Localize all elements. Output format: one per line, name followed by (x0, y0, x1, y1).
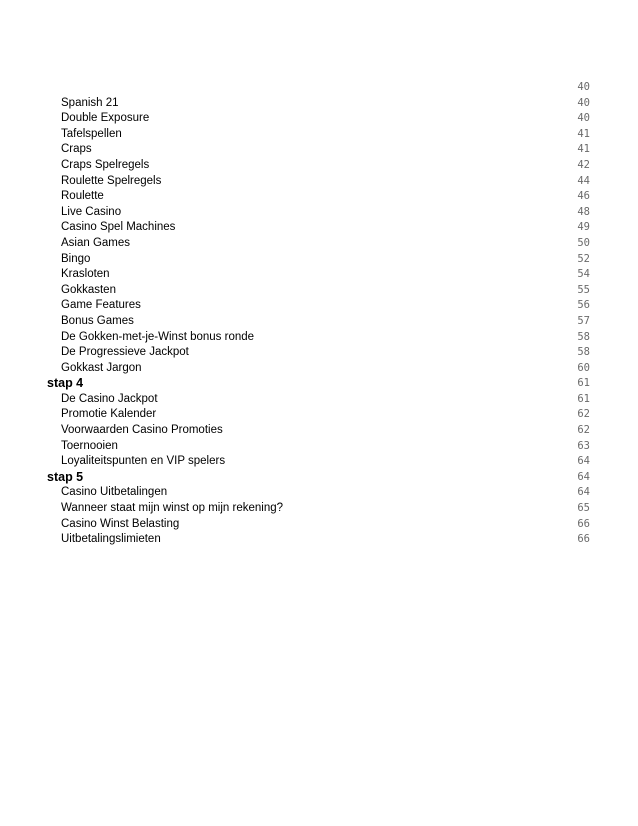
toc-entry[interactable] (0, 454, 638, 470)
toc-entry-title: Roulette Spelregels (61, 174, 162, 187)
toc-entry-title: stap 4 (47, 376, 84, 391)
toc-entry[interactable] (0, 361, 638, 377)
toc-entry-page-number: 55 (577, 283, 590, 296)
toc-entry-title: Voorwaarden Casino Promoties (61, 424, 223, 437)
toc-entry-page-number: 64 (577, 455, 590, 468)
toc-entry[interactable] (0, 127, 638, 143)
toc-entry-page-number: 40 (577, 96, 590, 109)
toc-entry-title: Asian Games (61, 236, 131, 249)
toc-entry-title: Craps (61, 143, 92, 156)
toc-entry-title: Spanish 21 (61, 96, 119, 109)
toc-entry[interactable] (0, 501, 638, 517)
toc-entry-title: De Gokken-met-je-Winst bonus ronde (61, 330, 255, 343)
toc-entry-page-number: 41 (577, 143, 590, 156)
toc-entry-title: Casino Winst Belasting (61, 517, 180, 530)
toc-entry-title: Casino Uitbetalingen (61, 486, 168, 499)
toc-entry-page-number: 62 (577, 408, 590, 421)
toc-entry[interactable] (0, 345, 638, 361)
toc-entry[interactable] (0, 298, 638, 314)
toc-entry[interactable] (0, 189, 638, 205)
toc-entry-page-number: 54 (577, 268, 590, 281)
toc-entry[interactable] (0, 96, 638, 112)
toc-entry-page-number: 61 (577, 392, 590, 405)
toc-entry[interactable] (0, 330, 638, 346)
toc-entry[interactable] (0, 158, 638, 174)
toc-entry[interactable] (0, 80, 638, 96)
toc-entry-page-number: 44 (577, 174, 590, 187)
toc-entry[interactable] (0, 142, 638, 158)
toc-entry-title: Uitbetalingslimieten (61, 533, 161, 546)
toc-entry-title: Double Exposure (61, 112, 150, 125)
toc-entry-title: Gokkasten (61, 283, 116, 296)
toc-entry-title: Roulette (61, 190, 104, 203)
toc-entry-title: De Casino Jackpot (61, 392, 158, 405)
table-of-contents (0, 80, 638, 548)
toc-entry-page-number: 40 (577, 81, 590, 93)
toc-entry[interactable] (0, 283, 638, 299)
toc-entry-title: Loyaliteitspunten en VIP spelers (61, 455, 226, 468)
toc-entry[interactable] (0, 439, 638, 455)
toc-entry-title: Promotie Kalender (61, 408, 157, 421)
toc-entry-page-number: 58 (577, 330, 590, 343)
toc-entry-title: Bonus Games (61, 314, 134, 327)
toc-entry[interactable] (0, 267, 638, 283)
toc-entry[interactable] (0, 407, 638, 423)
toc-entry-page-number: 48 (577, 205, 590, 218)
toc-entry-page-number: 63 (577, 439, 590, 452)
toc-entry[interactable] (0, 485, 638, 501)
toc-entry-page-number: 46 (577, 190, 590, 203)
toc-entry-page-number: 56 (577, 299, 590, 312)
toc-entry-page-number: 64 (577, 470, 590, 483)
toc-entry-title: De Progressieve Jackpot (61, 346, 189, 359)
toc-entry-page-number: 58 (577, 346, 590, 359)
toc-entry-page-number: 52 (577, 252, 590, 265)
toc-entry[interactable] (0, 517, 638, 533)
toc-entry-page-number: 49 (577, 221, 590, 234)
toc-entry-page-number: 60 (577, 361, 590, 374)
toc-entry-title: Casino Spel Machines (61, 221, 176, 234)
toc-entry-page-number: 40 (577, 112, 590, 125)
toc-entry[interactable] (0, 111, 638, 127)
toc-entry[interactable] (0, 314, 638, 330)
toc-entry-page-number: 64 (577, 486, 590, 499)
toc-entry-page-number: 42 (577, 158, 590, 171)
toc-entry[interactable] (0, 423, 638, 439)
toc-entry-title: Craps Spelregels (61, 158, 150, 171)
toc-entry[interactable] (0, 392, 638, 408)
toc-entry-title: Toernooien (61, 439, 118, 452)
toc-entry-title: Bingo (61, 252, 91, 265)
toc-entry[interactable] (0, 236, 638, 252)
toc-entry-page-number: 62 (577, 424, 590, 437)
toc-entry[interactable] (0, 220, 638, 236)
toc-entry[interactable] (0, 252, 638, 268)
toc-entry[interactable] (0, 205, 638, 221)
toc-section-heading[interactable] (0, 470, 638, 486)
toc-entry-page-number: 57 (577, 314, 590, 327)
toc-entry-page-number: 66 (577, 533, 590, 546)
toc-entry[interactable] (0, 532, 638, 548)
toc-entry-page-number: 50 (577, 236, 590, 249)
toc-entry-title: stap 5 (47, 469, 84, 484)
toc-entry-title: Krasloten (61, 268, 110, 281)
toc-entry-title: Live Casino (61, 205, 122, 218)
toc-entry-title: Wanneer staat mijn winst op mijn rekening? (61, 502, 284, 515)
toc-entry-page-number: 61 (577, 377, 590, 390)
toc-entry-title: Gokkast Jargon (61, 361, 142, 374)
toc-entry-page-number: 65 (577, 502, 590, 515)
toc-entry-page-number: 41 (577, 127, 590, 140)
toc-section-heading[interactable] (0, 376, 638, 392)
toc-entry-title: Game Features (61, 299, 141, 312)
toc-entry-title: Tafelspellen (61, 127, 122, 140)
toc-entry[interactable] (0, 174, 638, 190)
toc-entry-page-number: 66 (577, 517, 590, 530)
